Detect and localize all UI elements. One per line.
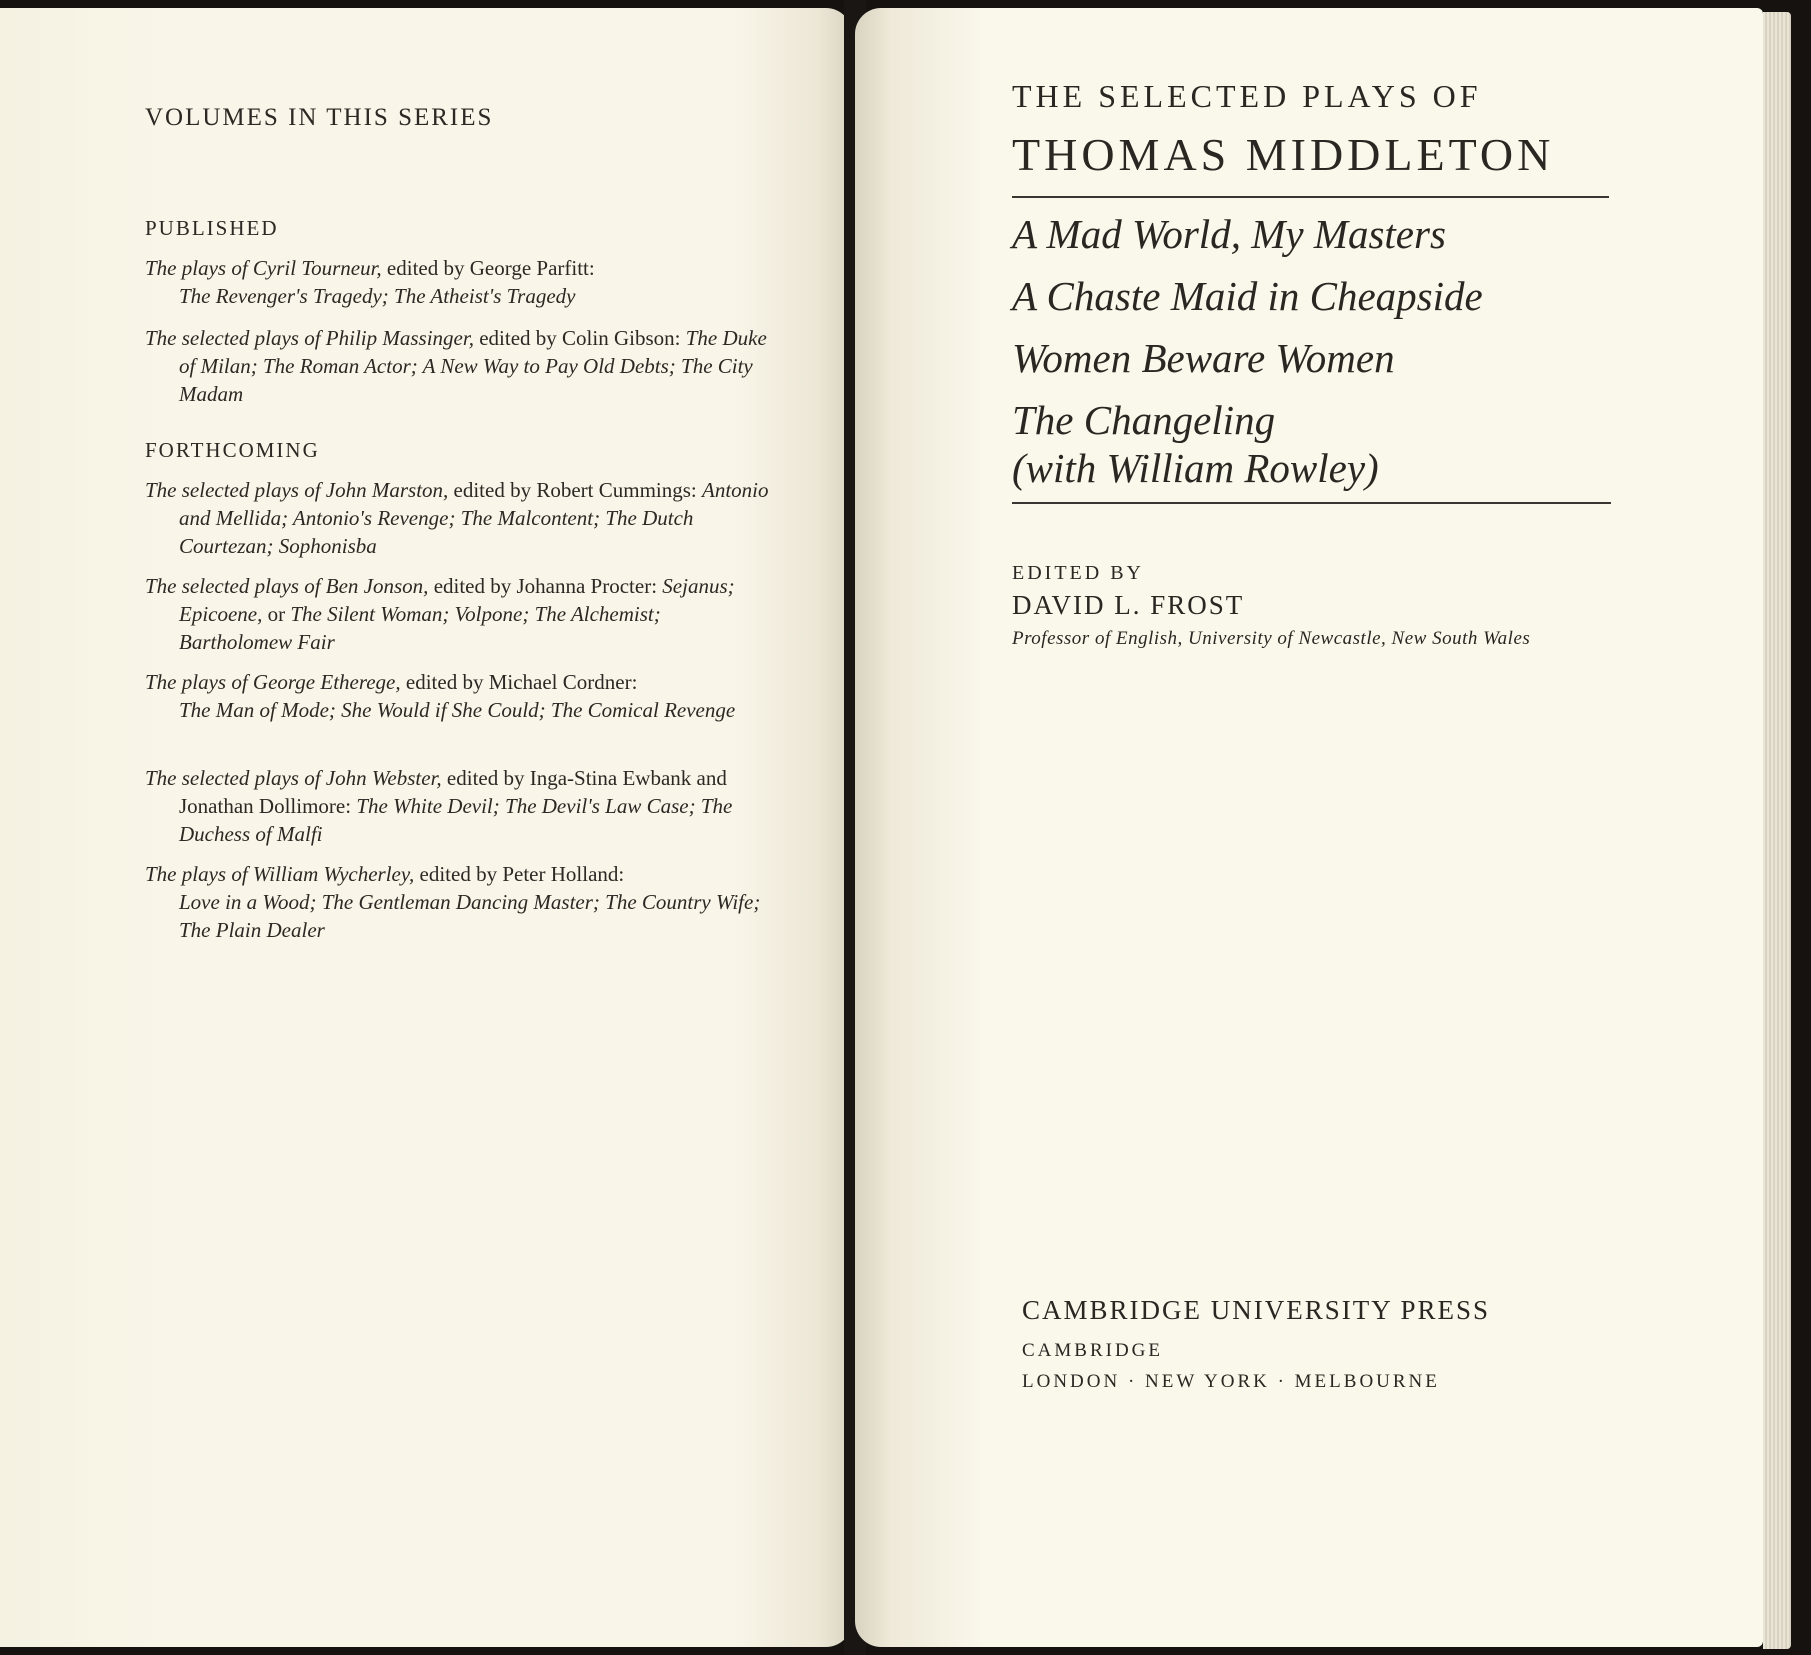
forthcoming-entry-jonson — [145, 572, 779, 656]
entry-title: The selected plays of Ben Jonson, — [145, 574, 429, 598]
entry-editor: edited by Michael Cordner: — [400, 670, 638, 694]
forthcoming-entry-marston — [145, 476, 779, 560]
publisher-cities: LONDON · NEW YORK · MELBOURNE — [1022, 1371, 1440, 1392]
entry-plays: The Duke of Milan; The Roman Actor; A New Way to Pay Old Debts; The City Madam — [179, 326, 767, 406]
entry-editor: edited by George Parfitt: — [381, 256, 595, 280]
entry-plays: Love in a Wood; The Gentleman Dancing Master; The Country Wife; The Plain Dealer — [179, 890, 761, 942]
entry-editor: edited by Inga-Stina Ewbank and Jonathan Dollimore: — [179, 766, 727, 818]
entry-editor: edited by Johanna Procter: — [428, 574, 663, 598]
entry-plays: The White Devil; The Devil's Law Case; The Duchess of Malfi — [179, 794, 733, 846]
editor-affiliation: Professor of English, University of Newcastle, New South Wales — [1012, 628, 1531, 649]
publisher-city: CAMBRIDGE — [1022, 1340, 1164, 1361]
published-entry-massinger — [145, 324, 779, 408]
forthcoming-entry-webster — [145, 764, 779, 848]
entry-plays: The Revenger's Tragedy; The Atheist's Tragedy — [179, 284, 576, 308]
editor-name: DAVID L. FROST — [1012, 590, 1245, 620]
play-title: Women Beware Women — [1012, 335, 1395, 381]
left-page — [0, 8, 852, 1647]
title-line-1: THE SELECTED PLAYS OF — [1012, 78, 1482, 114]
entry-editor: edited by Peter Holland: — [414, 862, 625, 886]
play-title: The Changeling — [1012, 397, 1276, 443]
entry-title: The selected plays of John Webster, — [145, 766, 442, 790]
title-line-2: THOMAS MIDDLETON — [1012, 129, 1555, 180]
plays-rule — [1012, 502, 1611, 504]
forthcoming-entry-etherege — [145, 668, 779, 724]
publisher-name: CAMBRIDGE UNIVERSITY PRESS — [1022, 1295, 1491, 1325]
entry-title: The selected plays of John Marston, — [145, 478, 449, 502]
published-heading: PUBLISHED — [145, 216, 279, 240]
entry-editor: edited by Colin Gibson: — [473, 326, 686, 350]
entry-title: The plays of George Etherege, — [145, 670, 401, 694]
forthcoming-heading: FORTHCOMING — [145, 438, 320, 462]
entry-plays: The Man of Mode; She Would if She Could; The Comical Revenge — [179, 698, 736, 722]
entry-plays: The Silent Woman; Volpone; The Alchemist; Bartholomew Fair — [179, 602, 661, 654]
entry-connector: or — [262, 602, 291, 626]
entry-title: The plays of Cyril Tourneur, — [145, 256, 382, 280]
entry-plays: Antonio and Mellida; Antonio's Revenge; The Malcontent; The Dutch Courtezan; Sophonisba — [179, 478, 769, 558]
title-rule — [1012, 196, 1609, 198]
edited-by-label: EDITED BY — [1012, 562, 1144, 584]
series-heading: VOLUMES IN THIS SERIES — [145, 104, 494, 131]
entry-title: The selected plays of Philip Massinger, — [145, 326, 474, 350]
play-title: A Chaste Maid in Cheapside — [1012, 273, 1483, 319]
entry-editor: edited by Robert Cummings: — [448, 478, 703, 502]
entry-title: The plays of William Wycherley, — [145, 862, 415, 886]
entry-plays: Sejanus; Epicoene, — [179, 574, 735, 626]
published-entry-tourneur — [145, 254, 779, 310]
play-title: (with William Rowley) — [1012, 445, 1379, 491]
forthcoming-entry-wycherley — [145, 860, 779, 944]
play-title: A Mad World, My Masters — [1012, 211, 1446, 257]
page-edges — [1763, 12, 1791, 1649]
